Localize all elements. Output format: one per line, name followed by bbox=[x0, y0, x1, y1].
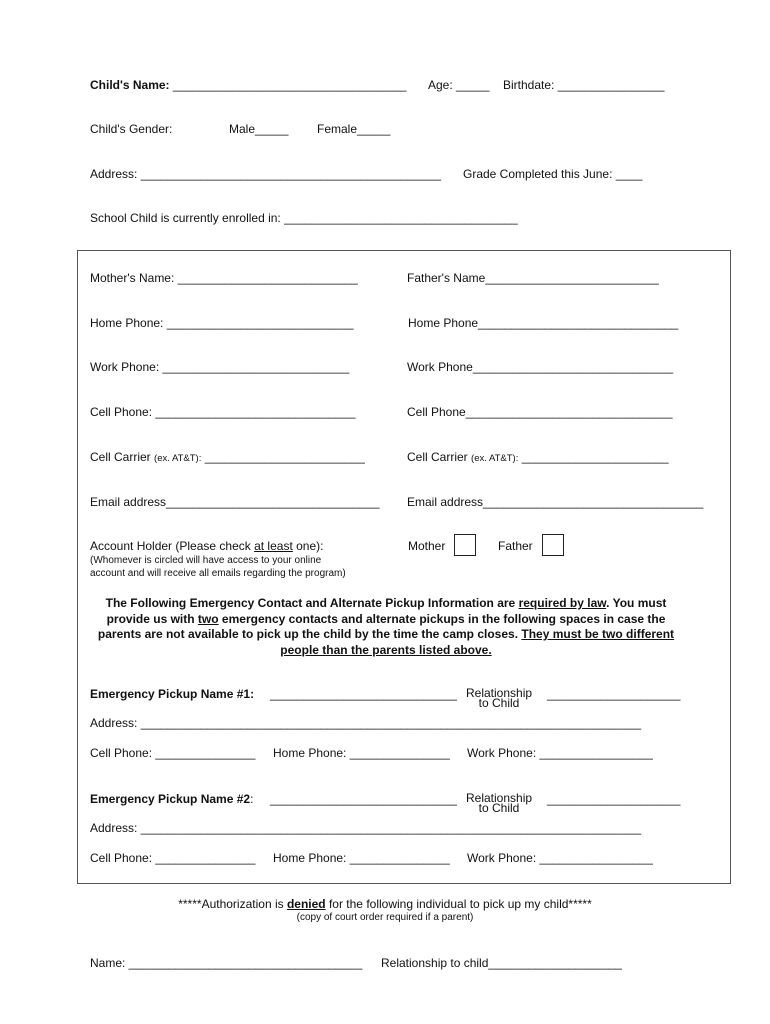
mother-work-phone-field[interactable]: Work Phone: ____________________________ bbox=[90, 360, 350, 374]
father-home-phone-field[interactable]: Home Phone______________________________ bbox=[408, 316, 679, 330]
birthdate-field[interactable]: Birthdate: ________________ bbox=[503, 78, 665, 92]
account-holder-post: one): bbox=[292, 539, 324, 553]
denial-post: for the following individual to pick up my child***** bbox=[325, 897, 592, 911]
emergency-1-cell-field[interactable]: Cell Phone: _______________ bbox=[90, 746, 256, 760]
denied-relationship-field[interactable]: Relationship to child____________________ bbox=[381, 956, 622, 970]
emergency-2-home-field[interactable]: Home Phone: _______________ bbox=[273, 851, 450, 865]
account-holder-pre: Account Holder (Please check bbox=[90, 539, 255, 553]
cell-carrier-example: (ex. AT&T): bbox=[471, 453, 519, 464]
account-holder-underlined: at least bbox=[254, 539, 293, 553]
notice-part-2: . You must provide us with bbox=[106, 596, 667, 626]
emergency-2-address-field[interactable]: Address: ___________________________________________________________________________ bbox=[90, 821, 642, 835]
school-field[interactable]: School Child is currently enrolled in: ___________________________________ bbox=[90, 211, 518, 225]
emergency-2-cell-field[interactable]: Cell Phone: _______________ bbox=[90, 851, 256, 865]
age-field[interactable]: Age: _____ bbox=[428, 78, 490, 92]
emergency-1-relationship-label bbox=[466, 688, 532, 708]
emergency-1-address-field[interactable]: Address: ___________________________________________________________________________ bbox=[90, 716, 642, 730]
cell-carrier-example: (ex. AT&T): bbox=[154, 453, 202, 464]
mother-home-phone-field[interactable]: Home Phone: ____________________________ bbox=[90, 316, 354, 330]
mother-name-field[interactable]: Mother's Name: ___________________________ bbox=[90, 271, 358, 285]
notice-part-1: The Following Emergency Contact and Alternate Pickup Information are bbox=[105, 596, 519, 610]
to-child-text: to Child bbox=[478, 801, 520, 815]
father-name-field[interactable]: Father's Name__________________________ bbox=[407, 271, 659, 285]
child-name-text: Child's Name: bbox=[90, 78, 170, 92]
child-name-label bbox=[90, 78, 406, 92]
emergency-2-label bbox=[90, 792, 253, 806]
father-cell-carrier-field[interactable] bbox=[407, 450, 669, 464]
authorization-denied-heading bbox=[0, 897, 770, 911]
mother-checkbox[interactable] bbox=[454, 534, 476, 556]
relationship-text: Relationship bbox=[466, 791, 533, 805]
father-cell-phone-field[interactable]: Cell Phone_______________________________ bbox=[407, 405, 673, 419]
emergency-notice bbox=[88, 596, 684, 658]
female-field[interactable]: Female_____ bbox=[317, 122, 391, 136]
emergency-1-label: Emergency Pickup Name #1: bbox=[90, 687, 255, 701]
cell-carrier-label: Cell Carrier bbox=[407, 450, 468, 464]
denied-name-field[interactable]: Name: ___________________________________ bbox=[90, 956, 363, 970]
emergency-2-name-field[interactable]: ____________________________ bbox=[270, 792, 457, 806]
mother-email-field[interactable]: Email address________________________________ bbox=[90, 495, 380, 509]
notice-must-be-different: They must be two different people than the parents listed above. bbox=[280, 627, 675, 657]
emergency-2-relationship-label bbox=[466, 793, 532, 813]
account-note-line-1: (Whomever is circled will have access to your online bbox=[90, 555, 322, 566]
child-name-field[interactable]: ___________________________________ bbox=[172, 78, 407, 92]
mother-checkbox-label: Mother bbox=[408, 539, 446, 553]
notice-required-by-law: required by law bbox=[518, 596, 607, 610]
notice-two: two bbox=[197, 611, 219, 626]
mother-cell-carrier-field[interactable] bbox=[90, 450, 365, 464]
account-holder-label bbox=[90, 539, 323, 553]
cell-carrier-blank[interactable]: ______________________ bbox=[521, 450, 669, 464]
cell-carrier-label: Cell Carrier bbox=[90, 450, 151, 464]
emergency-1-relationship-field[interactable]: ____________________ bbox=[547, 687, 681, 701]
relationship-text: Relationship bbox=[466, 686, 533, 700]
emergency-2-label-text: Emergency Pickup Name #2 bbox=[90, 792, 251, 806]
emergency-1-home-field[interactable]: Home Phone: _______________ bbox=[273, 746, 450, 760]
to-child-text: to Child bbox=[478, 696, 520, 710]
father-work-phone-field[interactable]: Work Phone______________________________ bbox=[407, 360, 674, 374]
denial-denied-word: denied bbox=[286, 897, 326, 911]
cell-carrier-blank[interactable]: ________________________ bbox=[204, 450, 365, 464]
denial-pre: *****Authorization is bbox=[178, 897, 287, 911]
father-checkbox[interactable] bbox=[542, 534, 564, 556]
emergency-1-work-field[interactable]: Work Phone: _________________ bbox=[467, 746, 653, 760]
gender-label: Child's Gender: bbox=[90, 122, 173, 136]
emergency-2-relationship-field[interactable]: ____________________ bbox=[547, 792, 681, 806]
notice-part-3: emergency contacts and alternate pickups in the following spaces in case the parents are not available to pick up the child by the time the camp closes. bbox=[97, 611, 666, 641]
emergency-1-name-field[interactable]: ____________________________ bbox=[270, 687, 457, 701]
account-note-line-2: account and will receive all emails regarding the program) bbox=[90, 568, 346, 579]
emergency-2-colon: : bbox=[250, 792, 254, 806]
male-field[interactable]: Male_____ bbox=[229, 122, 289, 136]
father-checkbox-label: Father bbox=[498, 539, 533, 553]
address-field[interactable]: Address: _____________________________________________ bbox=[90, 167, 442, 181]
parent-info-box bbox=[77, 250, 731, 884]
father-email-field[interactable]: Email address_________________________________ bbox=[407, 495, 704, 509]
court-order-note: (copy of court order required if a parent) bbox=[296, 912, 474, 923]
mother-cell-phone-field[interactable]: Cell Phone: ______________________________ bbox=[90, 405, 356, 419]
grade-field[interactable]: Grade Completed this June: ____ bbox=[463, 167, 643, 181]
emergency-2-work-field[interactable]: Work Phone: _________________ bbox=[467, 851, 653, 865]
